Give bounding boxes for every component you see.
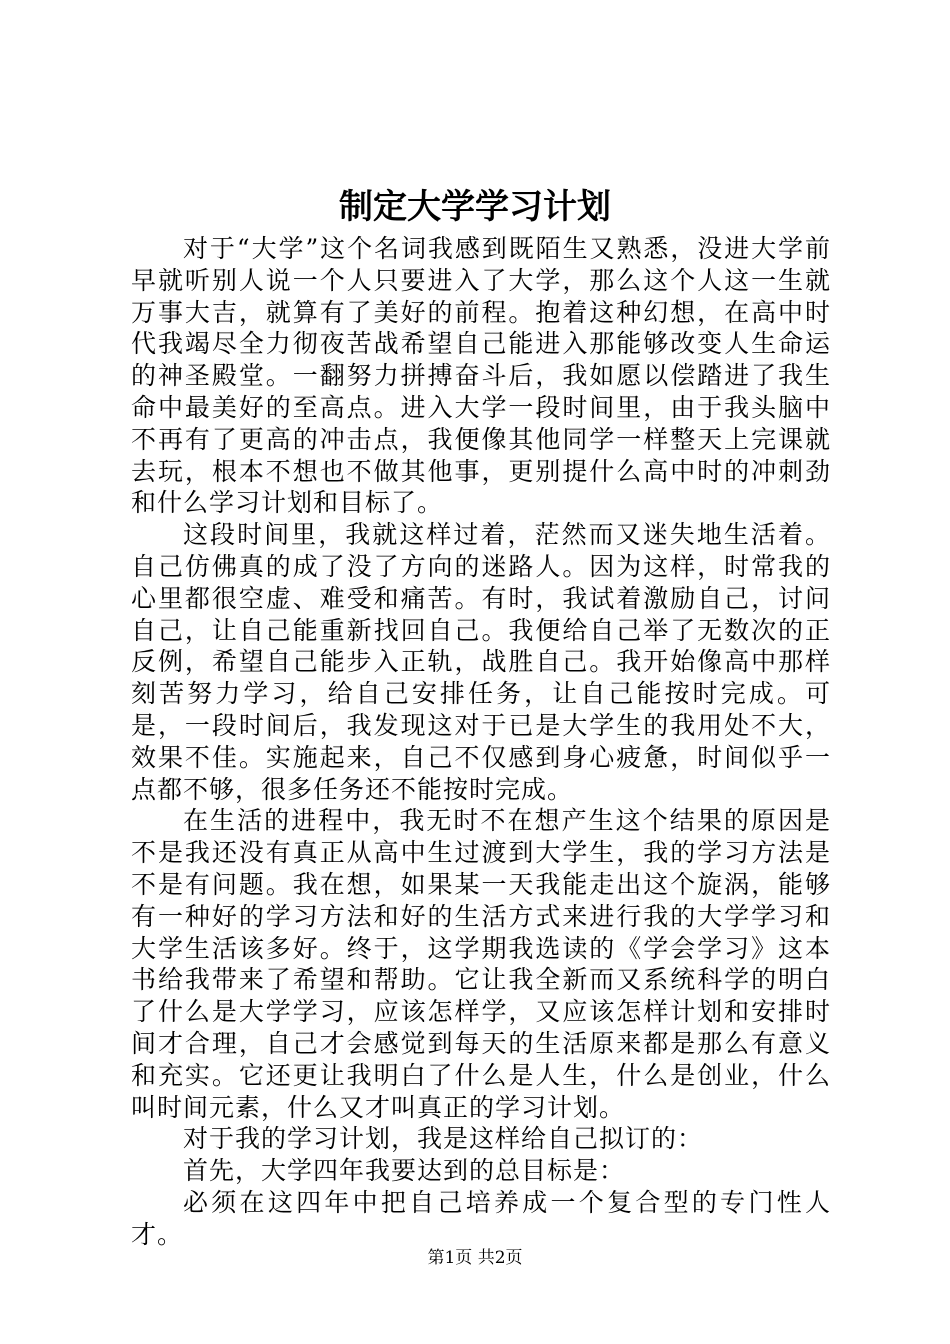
document-title: 制定大学学习计划: [339, 187, 611, 227]
page-number-footer: 第1页 共2页: [427, 1248, 523, 1268]
document-body: [131, 233, 831, 1251]
paragraph: 必须在这四年中把自己培养成一个复合型的专门性人才。: [131, 1187, 831, 1249]
paragraph: 对于“大学”这个名词我感到既陌生又熟悉，没进大学前早就听别人说一个人只要进入了大学，那么这个人这一生就万事大吉，就算有了美好的前程。抱着这种幻想，在高中时代我竭尽全力彻夜苦战希望自己能进入那能够改变人生命运的神圣殿堂。一翻努力拼搏奋斗后，我如愿以偿踏进了我生命中最美好的至高点。进入大学一段时间里，由于我头脑中不再有了更高的冲击点，我便像其他同学一样整天上完课就去玩，根本不想也不做其他事，更别提什么高中时的冲刺劲和什么学习计划和目标了。: [131, 234, 831, 518]
paragraph: 在生活的进程中，我无时不在想产生这个结果的原因是不是我还没有真正从高中生过渡到大学生，我的学习方法是不是有问题。我在想，如果某一天我能走出这个旋涡，能够有一种好的学习方法和好的生活方式来进行我的大学学习和大学生活该多好。终于，这学期我选读的《学会学习》这本书给我带来了希望和帮助。它让我全新而又系统科学的明白了什么是大学学习，应该怎样学，又应该怎样计划和安排时间才合理，自己才会感觉到每天的生活原来都是那么有意义和充实。它还更让我明白了什么是人生，什么是创业，什么叫时间元素，什么又才叫真正的学习计划。: [131, 806, 831, 1122]
paragraph: 这段时间里，我就这样过着，茫然而又迷失地生活着。自己仿佛真的成了没了方向的迷路人。因为这样，时常我的心里都很空虚、难受和痛苦。有时，我试着激励自己，讨问自己，让自己能重新找回自己。我便给自己举了无数次的正反例，希望自己能步入正轨，战胜自己。我开始像高中那样刻苦努力学习，给自己安排任务，让自己能按时完成。可是，一段时间后，我发现这对于已是大学生的我用处不大，效果不佳。实施起来，自己不仅感到身心疲惫，时间似乎一点都不够，很多任务还不能按时完成。: [131, 520, 831, 804]
paragraph: 对于我的学习计划，我是这样给自己拟订的：: [183, 1124, 704, 1154]
paragraph: 首先，大学四年我要达到的总目标是：: [183, 1156, 626, 1186]
